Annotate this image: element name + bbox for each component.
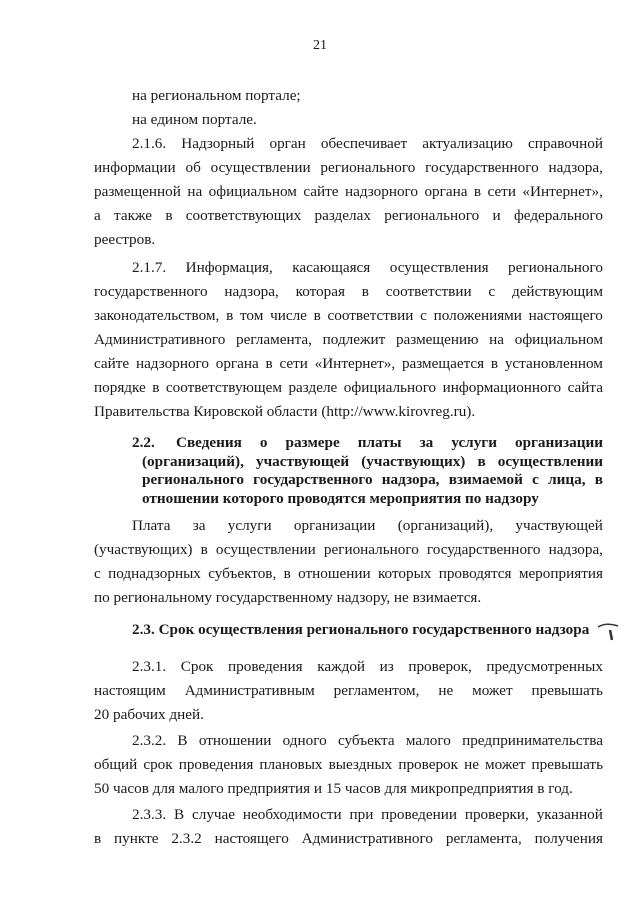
word: размещению: [395, 331, 479, 348]
word: которых: [377, 565, 432, 582]
text-line: [94, 679, 603, 703]
word: малого: [405, 732, 451, 749]
paragraph-2-3-3: [94, 803, 603, 851]
word: обеспечивает: [320, 135, 408, 152]
heading-line: [142, 471, 603, 490]
word: установленном: [504, 355, 603, 372]
word: а: [94, 207, 101, 224]
word: может: [485, 756, 526, 773]
word: федерального: [513, 207, 603, 224]
word: в: [265, 355, 273, 372]
word: и: [492, 207, 501, 224]
word: государственного: [425, 159, 539, 176]
word: за: [192, 517, 206, 534]
word: в: [477, 452, 486, 470]
word: Срок: [180, 658, 214, 675]
word: орган: [269, 135, 306, 152]
word: настоящего: [528, 307, 603, 324]
word: в: [152, 379, 160, 396]
word: действующим: [511, 283, 603, 300]
word: срок: [143, 756, 173, 773]
word: регионального: [384, 207, 480, 224]
paragraph-2-3-2: [94, 729, 603, 801]
scan-mark-icon: [596, 618, 622, 648]
word: необходимости: [242, 806, 342, 823]
word: организации: [514, 434, 603, 451]
word: касающаяся: [292, 259, 371, 276]
text-line: [94, 156, 603, 180]
word: разделах: [314, 207, 371, 224]
word: В: [177, 732, 188, 749]
word: в: [165, 207, 173, 224]
word: надзорного: [135, 355, 209, 372]
word: 2.3.2: [171, 830, 202, 847]
text-line: [94, 132, 603, 156]
word: официального: [343, 379, 437, 396]
word: предпринимательства: [462, 732, 603, 749]
paragraph-2-2: [94, 514, 603, 610]
intro-line: на региональном портале;: [132, 87, 301, 104]
word: проведении: [381, 806, 457, 823]
word: которая: [295, 283, 345, 300]
word: 2.1.7.: [132, 259, 167, 276]
word: государственного: [253, 471, 373, 488]
word: В: [174, 806, 185, 823]
word: субъекта: [337, 732, 395, 749]
word: официальном: [208, 183, 297, 200]
page-number: 21: [313, 38, 327, 53]
word: настоящим: [94, 682, 166, 699]
text-line: [94, 204, 603, 228]
heading-line: [142, 453, 603, 472]
word: надзора,: [381, 471, 440, 488]
heading-line: 2.3. Срок осуществления регионального государственного надзора: [132, 621, 590, 638]
word: предусмотренных: [486, 658, 603, 675]
text-line: реестров.: [94, 231, 156, 248]
intro-block: [94, 84, 603, 132]
word: Надзорный: [181, 135, 255, 152]
word: Административным: [184, 682, 315, 699]
word: (организаций),: [142, 452, 244, 470]
word: Административного: [301, 830, 433, 847]
word: соответствующем: [165, 379, 282, 396]
word: порядке: [94, 379, 146, 396]
text-line: [94, 328, 603, 352]
word: органа: [424, 183, 468, 200]
word: регионального: [142, 471, 244, 488]
word: услуги: [451, 434, 497, 451]
word: соответствии: [327, 307, 414, 324]
word: организации: [293, 517, 376, 534]
text-line: [94, 562, 603, 586]
text-line: [94, 655, 603, 679]
word: в: [594, 471, 603, 488]
word: сайта: [567, 379, 603, 396]
word: случае: [192, 806, 236, 823]
word: сайте: [303, 183, 339, 200]
word: информации: [94, 159, 176, 176]
word: указанной: [536, 806, 603, 823]
word: 2.3.1.: [132, 658, 167, 675]
word: законодательством,: [94, 307, 220, 324]
word: положениями: [433, 307, 522, 324]
word: сайте: [94, 355, 130, 372]
text-line: [94, 352, 603, 376]
text-line: [94, 538, 603, 562]
word: надзора,: [224, 283, 279, 300]
word: регионального: [508, 259, 603, 276]
word: на: [489, 331, 505, 348]
word: проведения: [178, 756, 254, 773]
text-line: 50 часов для малого предприятия и 15 часов для микропредприятия в год.: [94, 780, 573, 797]
word: (участвующих): [361, 452, 466, 470]
text-line: [94, 280, 603, 304]
text-line: [94, 729, 603, 753]
text-line: [94, 304, 603, 328]
paragraph-2-3-1: [94, 655, 603, 727]
word: осуществлении: [210, 159, 311, 176]
word: участвующей: [515, 517, 603, 534]
heading-line: отношении которого проводятся мероприятия по надзору: [142, 489, 539, 507]
word: (организаций),: [397, 517, 494, 534]
word: Плата: [132, 517, 171, 534]
word: выездных: [328, 756, 393, 773]
word: 2.1.6.: [132, 135, 167, 152]
word: отношении: [198, 732, 272, 749]
paragraph-2-1-7: [94, 256, 603, 424]
word: в: [490, 355, 499, 372]
word: сети: [279, 355, 308, 372]
word: сети: [487, 183, 516, 200]
word: размещается: [401, 355, 485, 372]
text-line: [94, 803, 603, 827]
word: разделе: [288, 379, 338, 396]
word: официальном: [514, 331, 603, 348]
word: «Интернет»,: [314, 355, 396, 372]
paragraph-2-1-6: [94, 132, 603, 252]
word: с: [488, 283, 496, 300]
word: органа: [215, 355, 259, 372]
word: настоящего: [214, 830, 289, 847]
word: соответствии: [385, 283, 472, 300]
word: том: [239, 307, 264, 324]
word: каждой: [317, 658, 366, 675]
word: государственного: [94, 283, 208, 300]
heading-line: [176, 434, 603, 453]
word: (участвующих): [94, 541, 193, 558]
word: из: [379, 658, 394, 675]
word: регламента,: [236, 331, 312, 348]
word: мероприятия: [518, 565, 603, 582]
word: осуществления: [389, 259, 489, 276]
word: получения: [534, 830, 603, 847]
text-line: [94, 753, 603, 777]
word: подлежит: [322, 331, 386, 348]
text-line: по региональному государственному надзору, не взимается.: [94, 589, 482, 606]
word: превышать: [531, 756, 603, 773]
word: 2.3.3.: [132, 806, 167, 823]
word: надзора,: [548, 159, 603, 176]
word: общий: [94, 756, 138, 773]
word: плановых: [259, 756, 323, 773]
word: пункте: [114, 830, 159, 847]
text-line: [94, 376, 603, 400]
section-heading-2-3: [132, 621, 612, 640]
word: регламента,: [445, 830, 522, 847]
word: с: [420, 307, 427, 324]
word: участвующей: [256, 452, 350, 470]
word: с: [94, 565, 101, 582]
word: с: [532, 471, 539, 488]
word: проверок,: [408, 658, 472, 675]
word: может: [472, 682, 513, 699]
word: справочной: [527, 135, 603, 152]
word: на: [187, 183, 203, 200]
section-heading-2-2: [132, 434, 603, 508]
heading-number: 2.2.: [132, 434, 155, 451]
word: лица,: [548, 471, 586, 488]
word: в: [283, 565, 291, 582]
word: числе: [270, 307, 307, 324]
word: поднадзорных: [108, 565, 201, 582]
text-line: 20 рабочих дней.: [94, 706, 204, 723]
word: при: [349, 806, 374, 823]
word: регионального: [320, 159, 416, 176]
word: надзорного: [344, 183, 418, 200]
word: за: [419, 434, 434, 451]
word: актуализацию: [422, 135, 513, 152]
word: проверки,: [464, 806, 529, 823]
text-line: [94, 256, 603, 280]
text-line: Правительства Кировской области (http://www.kirovreg.ru).: [94, 403, 476, 420]
word: регионального: [323, 541, 419, 558]
word: «Интернет»,: [522, 183, 603, 200]
word: в: [226, 307, 234, 324]
word: также: [114, 207, 153, 224]
text-line: [94, 514, 603, 538]
word: одного: [282, 732, 327, 749]
word: информационного: [442, 379, 562, 396]
word: государственного: [426, 541, 541, 558]
word: взимаемой: [448, 471, 523, 488]
word: осуществлении: [497, 452, 603, 470]
word: в: [313, 307, 321, 324]
word: Административного: [94, 331, 226, 348]
word: в: [361, 283, 369, 300]
word: не: [438, 682, 454, 699]
text-line: [94, 180, 603, 204]
word: превышать: [531, 682, 603, 699]
word: о: [259, 434, 268, 451]
word: соответствующих: [185, 207, 302, 224]
word: Сведения: [176, 434, 242, 451]
word: размере: [285, 434, 340, 451]
word: 2.3.2.: [132, 732, 167, 749]
word: об: [185, 159, 201, 176]
word: в: [94, 830, 102, 847]
word: проводятся: [438, 565, 512, 582]
text-line: [94, 827, 603, 851]
word: проведения: [228, 658, 303, 675]
word: платы: [357, 434, 402, 451]
word: Информация,: [185, 259, 273, 276]
word: в: [200, 541, 208, 558]
word: регламентом,: [333, 682, 420, 699]
word: в: [473, 183, 482, 200]
word: размещенной: [94, 183, 181, 200]
word: услуги: [227, 517, 272, 534]
word: отношении: [298, 565, 371, 582]
intro-line: на едином портале.: [132, 111, 257, 128]
word: проверок: [398, 756, 459, 773]
word: не: [464, 756, 479, 773]
word: осуществлении: [215, 541, 316, 558]
word: надзора,: [548, 541, 603, 558]
word: субъектов,: [208, 565, 277, 582]
